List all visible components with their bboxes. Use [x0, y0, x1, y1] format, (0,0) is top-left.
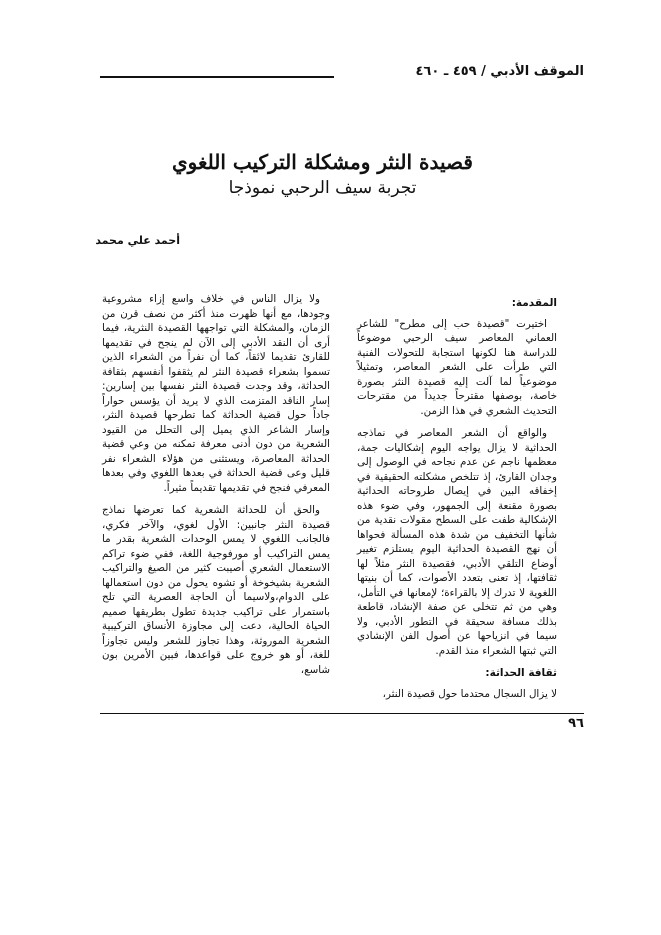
introduction-paragraph-2: والواقع أن الشعر المعاصر في نماذجه الحداثية لا يزال يواجه اليوم إشكاليات جمة، معظمها ناجم عن عدم نجاحه في الوصول إلى وجدان القارئ، إذ تتلخص مشكلته الحقيقية في إخفاقه البين في إيصال طروحاته الحداثية بصورة مقنعة إلى الجمهور، وفي ضوء هذه الإشكالية طفت على السطح مقولات نقدية من شأنها التخفيف من شدة هذه المسألة فحواها أن نهج القصيدة الحداثية اليوم يستلزم تغيير أوضاع التلقي الأدبي، فقصيدة النثر مثلاً لها ثقافتها، إذ تعنى بتعدد الأصوات، كما أن بنيتها اللغوية لا تدرك إلا بالقراءة؛ لإمعانها في التأمل، وهي من ثم تتخلى عن صفة الإنشاد، قاطعة بذلك مسافة سحيقة في التطور الأدبي، ولا سيما في انزياحها عن أصول الفن الإنشادي التي ثبتها الشعراء منذ القدم.	[357, 427, 557, 657]
page-number: ٩٦	[568, 716, 584, 731]
running-header	[100, 64, 584, 84]
body-paragraph-2: والحق أن للحداثة الشعرية كما تعرضها نماذج قصيدة النثر جانبين: الأول لغوي، والآخر فكري، فالجانب اللغوي لا يمس الوحدات الشعرية بقدر ما يمس التراكيب أو مورفوجية اللغة، ففي ضوء تراكم الاستعمال الشعري أصيبت كثير من الصيغ والتراكيب الشعرية بشيخوخة أو تشوه يحول من دون استعمالها على الدوام،ولاسيما أن الحاجة العصرية التي تلح باستمرار على تراكيب جديدة تطول بطريقها صميم الحياة الحالية، دعت إلى مجاوزة الأنساق التركيبية الشعرية الموروثة، وهذا تجاوز للشعر وليس تجاوزاً للغة، أو هو خروج على قواعدها، فبين الأمرين بون شاسع،	[102, 504, 330, 676]
left-column	[102, 292, 330, 685]
introduction-paragraph-1: اختيرت "قصيدة حب إلى مطرح" للشاعر العماني المعاصر سيف الرحبي موضوعاً للدراسة هنا لكونها استجابة للتحولات الفنية التي طرأت على الشعر المعاصر، وتمثيلاً موضوعياً لما آلت إليه قصيدة النثر بصورة خاصة، بوصفها مقترحاً جديداً من مقترحات التحديث الشعري في هذا الزمن.	[357, 317, 557, 417]
modernity-culture-paragraph: لا يزال السجال محتدما حول قصيدة النثر،	[382, 687, 557, 700]
right-column	[357, 296, 557, 709]
introduction-heading: المقدمة:	[511, 297, 557, 309]
body-paragraph-1: ولا يزال الناس في خلاف واسع إزاء مشروعية وجودها، مع أنها ظهرت منذ أكثر من نصف قرن من الزمان، والمشكلة التي تواجهها القصيدة النثرية، فيما أرى أن النقد الأدبي إلى الآن لم ينجح في تقديمها للقارئ تقديما لائقاً، كما أن نفراً من الشعراء الذين تسموا بشعراء قصيدة النثر لم يثقفوا أنفسهم بثقافة الحداثة، وقد وجدت قصيدة النثر نفسها بين إسارين: إسار الناقد المتزمت الذي لا يريد أن يؤسس حواراً جاداً حول قضية الحداثة كما تطرحها قصيدة النثر، وإسار الشاعر الذي يميل إلى التحلل من القيود الشعرية من دون أدنى معرفة تمكنه من وعي قضية الحداثة المعاصرة، ويستثنى من هؤلاء الشعراء نفر قليل وعى قضية الحداثة في بعدها اللغوي وفي بعدها المعرفي فنجح في تقديمها تقديماً مثيراً.	[102, 293, 330, 494]
article-subtitle: تجربة سيف الرحبي نموذجا	[228, 178, 417, 198]
modernity-culture-heading: ثقافة الحداثة:	[485, 667, 557, 679]
author-name: أحمد علي محمد	[95, 234, 180, 247]
article-title: قصيدة النثر ومشكلة التركيب اللغوي	[172, 150, 473, 174]
footer-rule	[100, 713, 584, 714]
header-rule	[100, 76, 334, 78]
journal-issue-label: الموقف الأدبي / ٤٥٩ ـ ٤٦٠	[415, 64, 584, 79]
